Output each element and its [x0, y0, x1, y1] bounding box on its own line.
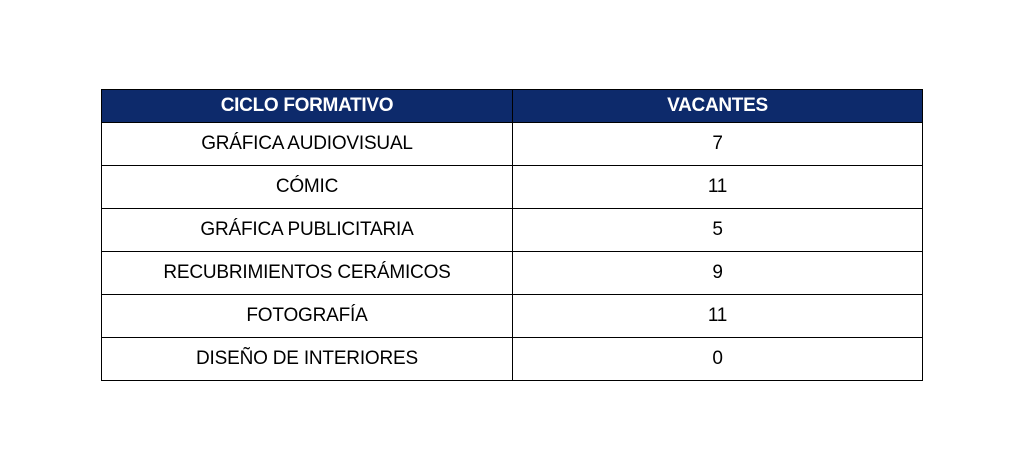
table-row: [102, 123, 923, 166]
header-vacantes: VACANTES: [513, 90, 923, 123]
table-row: [102, 252, 923, 295]
cell-vacantes: 0: [513, 338, 923, 381]
table-row: [102, 166, 923, 209]
cell-ciclo: RECUBRIMIENTOS CERÁMICOS: [102, 252, 513, 295]
cell-ciclo: CÓMIC: [102, 166, 513, 209]
cell-vacantes: 11: [513, 166, 923, 209]
cell-ciclo: DISEÑO DE INTERIORES: [102, 338, 513, 381]
cell-vacantes: 5: [513, 209, 923, 252]
cell-vacantes: 9: [513, 252, 923, 295]
cell-vacantes: 11: [513, 295, 923, 338]
cell-vacantes: 7: [513, 123, 923, 166]
vacancies-table: [101, 89, 923, 381]
table-header-row: [102, 90, 923, 123]
cell-ciclo: FOTOGRAFÍA: [102, 295, 513, 338]
table-row: [102, 295, 923, 338]
header-ciclo-formativo: CICLO FORMATIVO: [102, 90, 513, 123]
cell-ciclo: GRÁFICA PUBLICITARIA: [102, 209, 513, 252]
table-row: [102, 209, 923, 252]
cell-ciclo: GRÁFICA AUDIOVISUAL: [102, 123, 513, 166]
table-row: [102, 338, 923, 381]
